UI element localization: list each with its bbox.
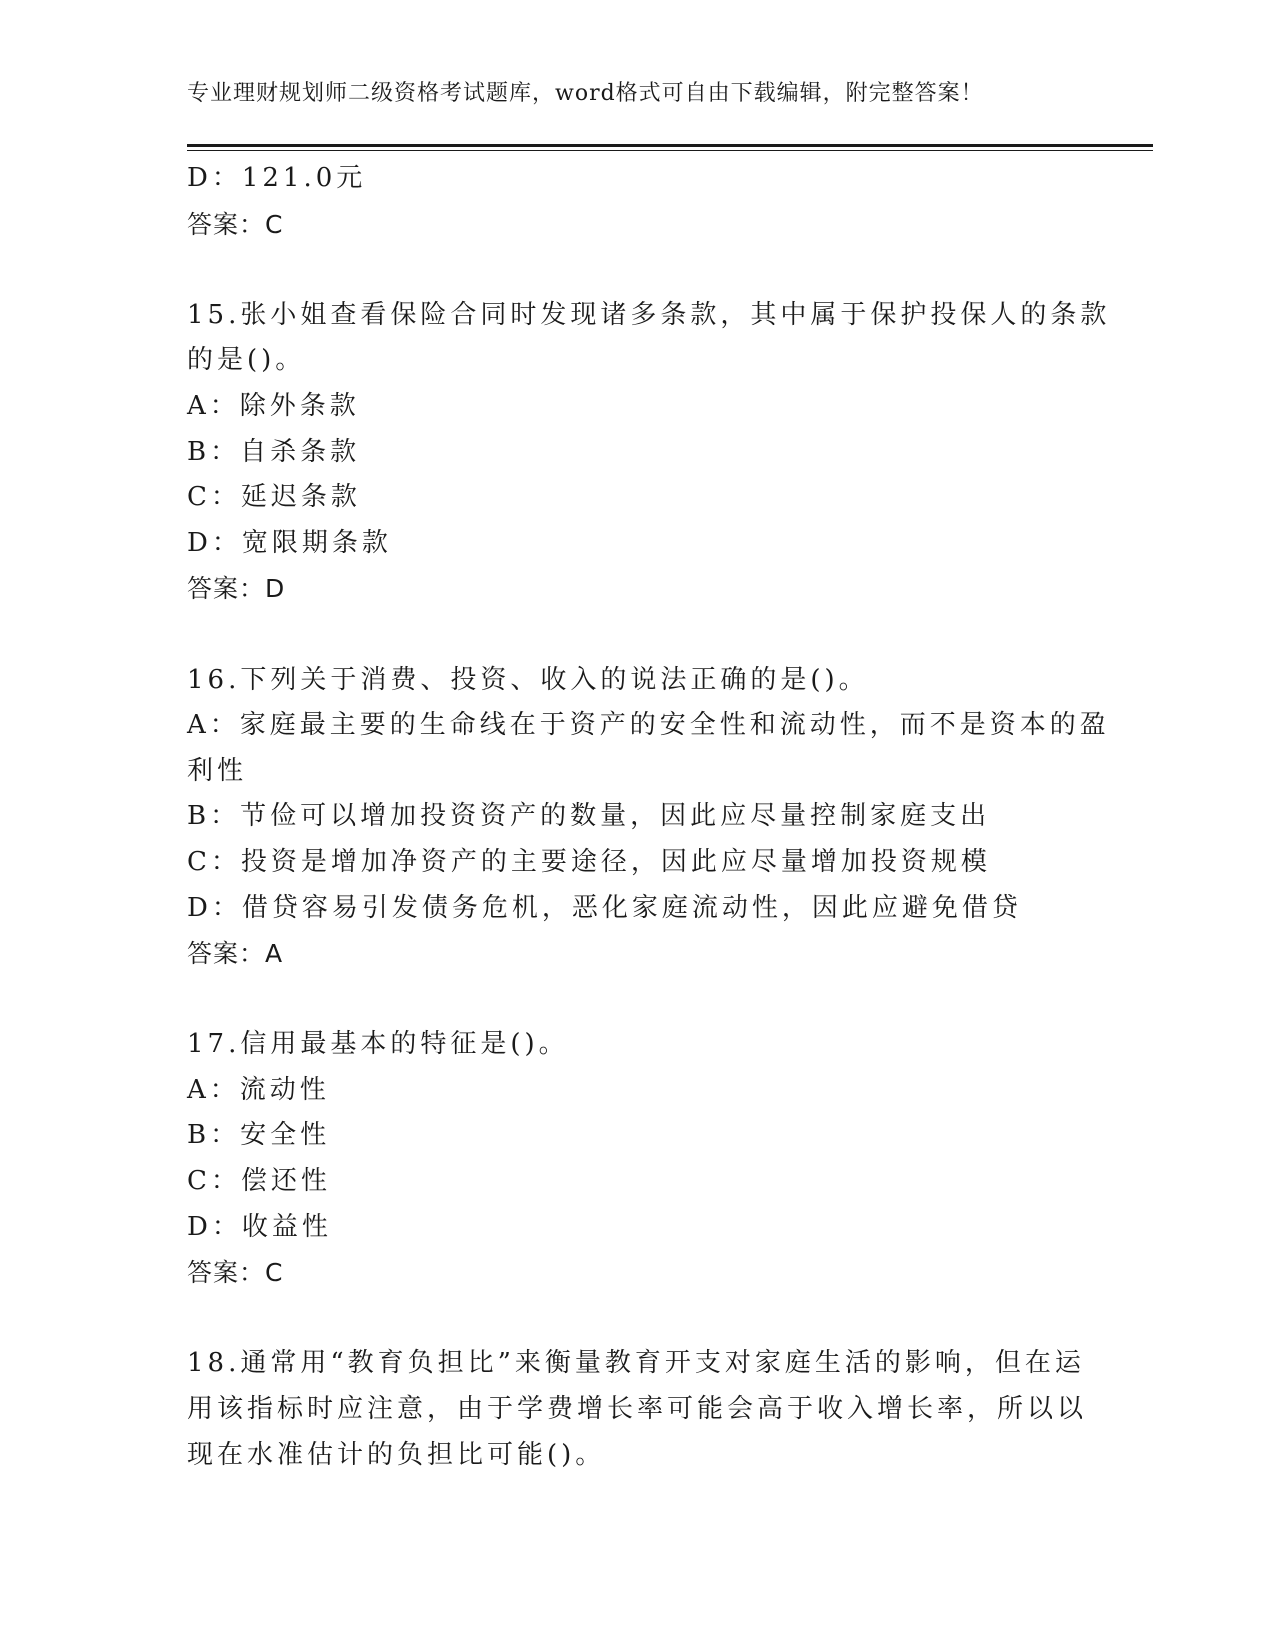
q17-option-a: A：流动性	[187, 1074, 330, 1105]
spacer	[187, 977, 1087, 1023]
q18-stem-line: 18.通常用“教育负担比”来衡量教育开支对家庭生活的影响，但在运	[187, 1348, 1085, 1379]
q17-answer: 答案：C	[187, 1258, 284, 1288]
q18-stem-line: 现在水准估计的负担比可能()。	[187, 1439, 606, 1470]
question-18	[187, 1341, 1087, 1478]
question-16	[187, 658, 1110, 977]
q14-option-d: D：121.0元	[187, 163, 367, 193]
q16-option-c: C：投资是增加净资产的主要途径，因此应尽量增加投资规模	[187, 846, 991, 877]
q16-option-b: B：节俭可以增加投资资产的数量，因此应尽量控制家庭支出	[187, 801, 991, 832]
q14-answer: 答案：C	[187, 209, 284, 239]
spacer	[187, 247, 1087, 293]
header-rule-thin	[187, 150, 1153, 151]
q15-stem-line: 15.张小姐查看保险合同时发现诸多条款，其中属于保护投保人的条款	[187, 299, 1111, 330]
question-15	[187, 293, 1111, 612]
spacer	[187, 612, 1087, 658]
q18-stem-line: 用该指标时应注意，由于学费增长率可能会高于收入增长率，所以以	[187, 1394, 1088, 1425]
q17-stem-line: 17.信用最基本的特征是()。	[187, 1029, 569, 1060]
q16-answer: 答案：A	[187, 939, 284, 969]
question-17	[187, 1022, 1087, 1296]
q15-stem-line: 的是()。	[187, 345, 306, 376]
q16-option-a-line: A：家庭最主要的生命线在于资产的安全性和流动性，而不是资本的盈	[187, 710, 1110, 741]
page-header: 专业理财规划师二级资格考试题库，word格式可自由下载编辑，附完整答案！	[187, 81, 984, 106]
q15-option-d: D：宽限期条款	[187, 527, 392, 558]
q15-answer: 答案：D	[187, 574, 286, 604]
q15-option-b: B：自杀条款	[187, 436, 361, 467]
q17-option-d: D：收益性	[187, 1211, 332, 1242]
question-content	[187, 156, 1111, 1478]
q15-option-c: C：延迟条款	[187, 482, 361, 513]
q15-option-a: A：除外条款	[187, 390, 360, 421]
q17-option-b: B：安全性	[187, 1120, 331, 1151]
spacer	[187, 1296, 1087, 1342]
q16-option-d: D：借贷容易引发债务危机，恶化家庭流动性，因此应避免借贷	[187, 892, 1022, 923]
header-rule-thick	[187, 144, 1153, 147]
q17-option-c: C：偿还性	[187, 1166, 331, 1197]
q16-option-a-line: 利性	[187, 755, 248, 786]
q16-stem-line: 16.下列关于消费、投资、收入的说法正确的是()。	[187, 664, 869, 695]
